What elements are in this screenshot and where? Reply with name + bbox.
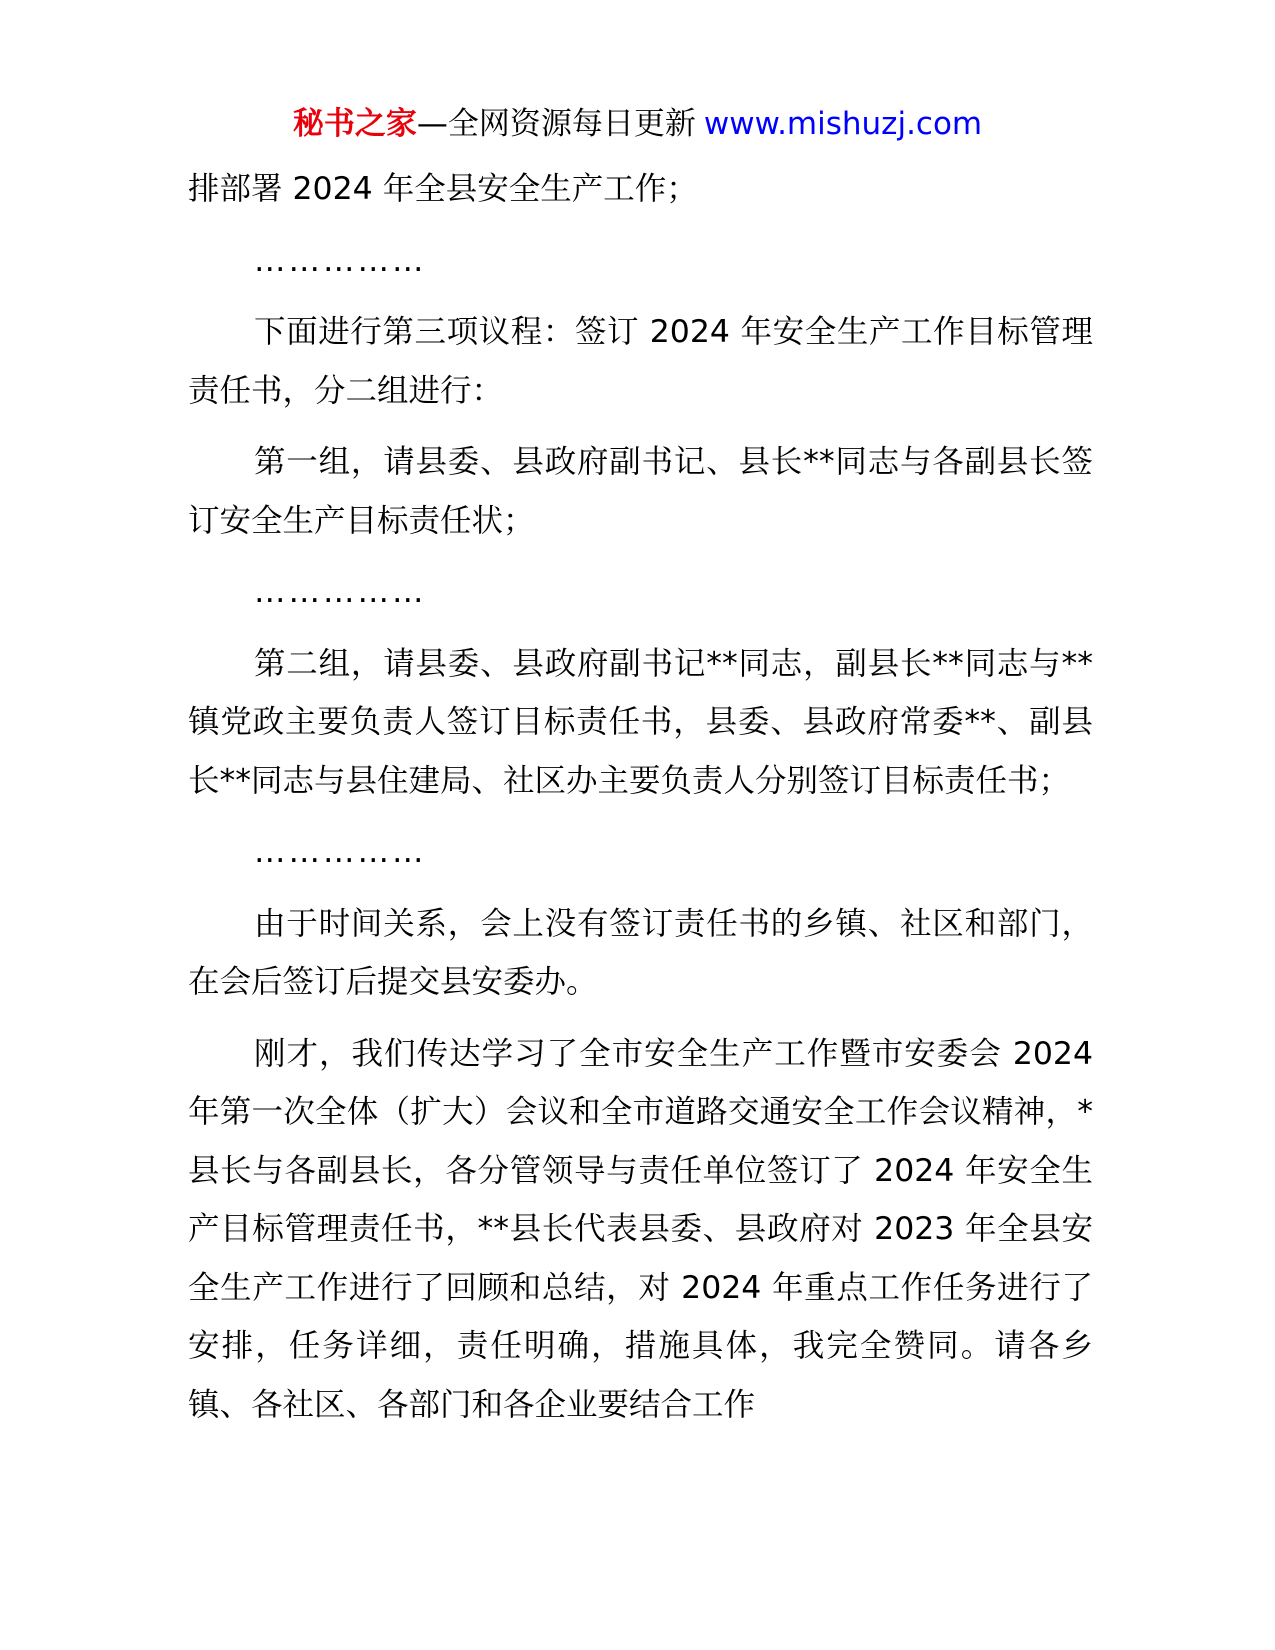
document-body xyxy=(188,160,1093,1447)
ellipsis-line: …………… xyxy=(254,574,427,610)
header-slogan: —全网资源每日更新 xyxy=(416,106,696,142)
paragraph-continuation: 排部署 2024 年全县安全生产工作； xyxy=(188,171,698,207)
ellipsis-line: …………… xyxy=(254,242,427,279)
paragraph-group-two: 第二组，请县委、县政府副书记**同志，副县长**同志与**镇党政主要负责人签订目标责任书，县委、县政府常委**、副县长**同志与县住建局、社区办主要负责人分别签订目标责任书； xyxy=(188,645,1093,799)
paragraph-time-note: 由于时间关系，会上没有签订责任书的乡镇、社区和部门，在会后签订后提交县安委办。 xyxy=(188,905,1093,1000)
paragraph-third-agenda: 下面进行第三项议程：签订 2024 年安全生产工作目标管理责任书，分二组进行： xyxy=(188,314,1093,409)
brand-name: 秘书之家 xyxy=(292,106,417,142)
paragraph-summary: 刚才，我们传达学习了全市安全生产工作暨市安委会 2024 年第一次全体（扩大）会议和全市道路交通安全工作会议精神，*县长与各副县长，各分管领导与责任单位签订了 2024 年安全生产目标管理责任书，**县长代表县委、县政府对 2023 年全县安全生产工作进行了回顾和总结，对 2024 年重点工作任务进行了安排，任务详细，责任明确，措施具体，我完全赞同。请各乡镇、各社区、各部门和各企业要结合工作 xyxy=(188,1035,1093,1423)
ellipsis-line: …………… xyxy=(254,834,427,870)
site-url-link[interactable]: www.mishuzj.com xyxy=(703,106,983,142)
page-header xyxy=(0,100,1275,148)
paragraph-group-one: 第一组，请县委、县政府副书记、县长**同志与各副县长签订安全生产目标责任状； xyxy=(188,444,1093,539)
